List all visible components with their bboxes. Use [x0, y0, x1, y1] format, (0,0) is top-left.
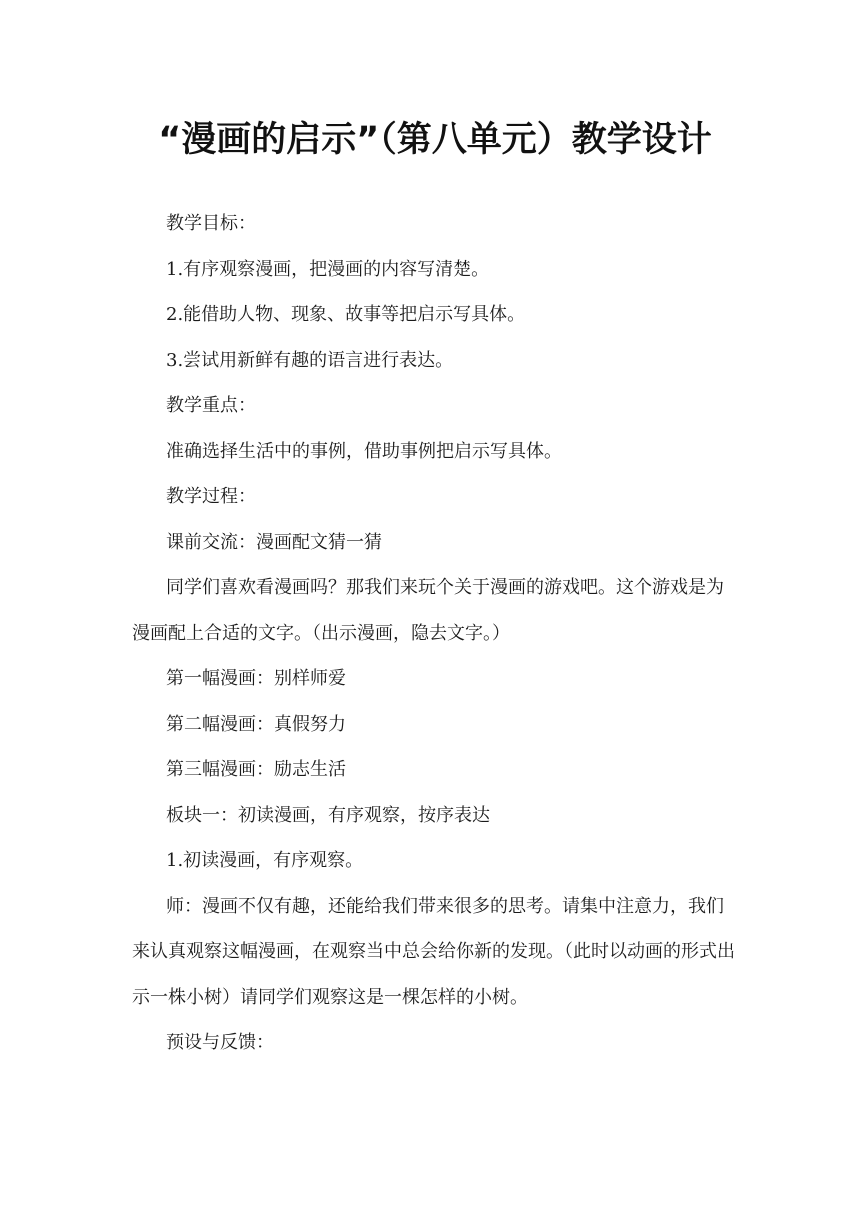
paragraph-goal-1: 1.有序观察漫画，把漫画的内容写清楚。	[166, 258, 490, 280]
paragraph-teaching-goals-heading: 教学目标：	[166, 213, 256, 234]
paragraph-pre-class: 课前交流：漫画配文猜一猜	[166, 531, 382, 553]
paragraph-comic-3: 第三幅漫画：励志生活	[166, 759, 346, 780]
paragraph-comic-1: 第一幅漫画：别样师爱	[166, 668, 346, 689]
paragraph-game-intro: 同学们喜欢看漫画吗？那我们来玩个关于漫画的游戏吧。这个游戏是为漫画配上合适的文字。（出示漫画，隐去文字。）	[132, 577, 724, 644]
paragraph-section-1: 板块一：初读漫画，有序观察，按序表达	[166, 804, 490, 826]
document-title: “漫画的启示”（第八单元）教学设计	[158, 120, 712, 160]
paragraph-key-points-heading: 教学重点：	[166, 395, 256, 416]
paragraph-teacher-talk: 师：漫画不仅有趣，还能给我们带来很多的思考。请集中注意力，我们来认真观察这幅漫画，在观察当中总会给你新的发现。（此时以动画的形式出示一株小树）请同学们观察这是一棵怎样的小树。	[132, 895, 735, 1008]
paragraph-goal-3: 3.尝试用新鲜有趣的语言进行表达。	[166, 349, 454, 371]
paragraph-step-1: 1.初读漫画，有序观察。	[166, 850, 364, 871]
paragraph-key-point: 准确选择生活中的事例，借助事例把启示写具体。	[166, 440, 562, 462]
paragraph-goal-2: 2.能借助人物、现象、故事等把启示写具体。	[166, 304, 526, 325]
paragraph-comic-2: 第二幅漫画：真假努力	[166, 713, 346, 735]
document-body	[132, 201, 736, 1066]
paragraph-preset-feedback: 预设与反馈：	[166, 1032, 274, 1053]
paragraph-process-heading: 教学过程：	[166, 486, 256, 507]
